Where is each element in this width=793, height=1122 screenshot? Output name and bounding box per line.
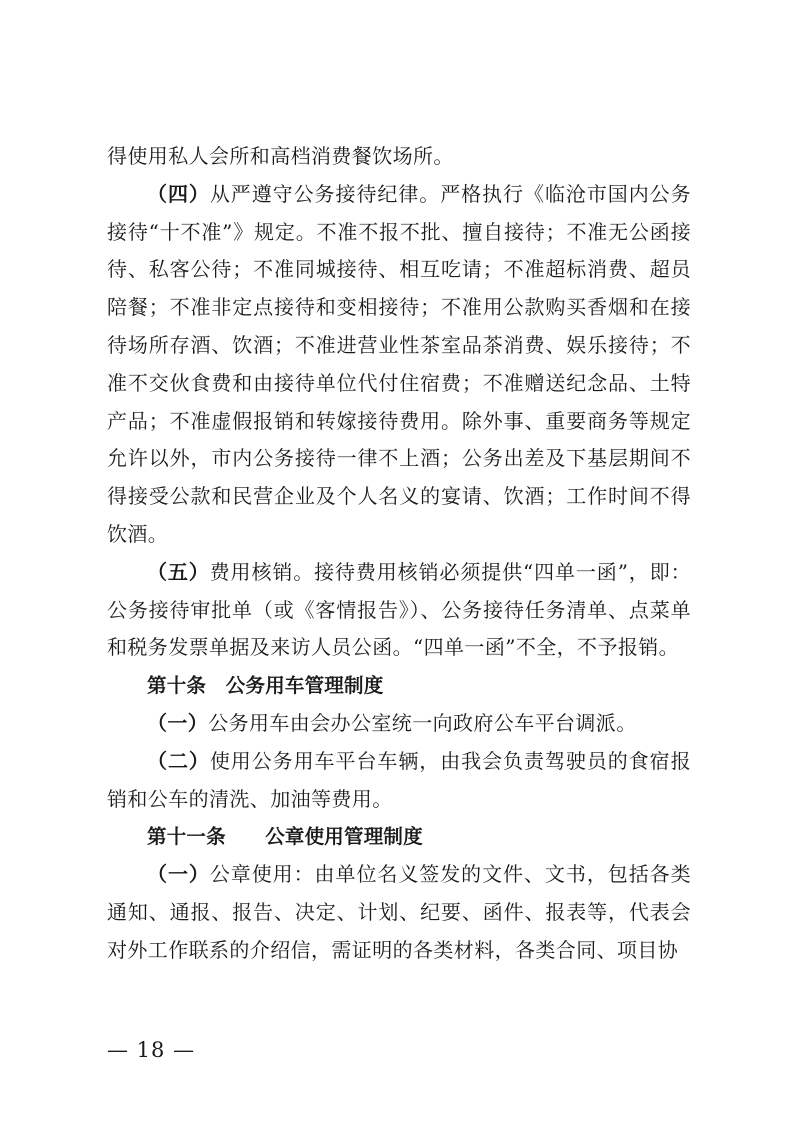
paragraph-text: 从严遵守公务接待纪律。严格执行《临沧市国内公务接待“十不准”》规定。不准不报不批、擅自接待；不准无公函接待、私客公待；不准同城接待、相互吃请；不准超标消费、超员陪餐；不准非定点接待和变相接待；不准用公款购买香烟和在接待场所存酒、饮酒；不准进营业性茶室品茶消费、娱乐接待；不准不交伙食费和由接待单位代付住宿费；不准赠送纪念品、土特产品；不准虚假报销和转嫁接待费用。除外事、重要商务等规定允许以外，市内公务接待一律不上酒；公务出差及下基层期间不得接受公款和民营企业及个人名义的宴请、饮酒；工作时间不得饮酒。 [107, 181, 692, 546]
article-heading-ten: 第十条 公务用车管理制度 [147, 674, 384, 698]
paragraph-text: 公务用车由会办公室统一向政府公车平台调派。 [208, 710, 637, 735]
paragraph-item-five [107, 554, 691, 667]
paragraph-seal-item-one [107, 856, 691, 969]
paragraph-car-item-one [107, 705, 691, 743]
item-marker: （五） [147, 559, 210, 584]
paragraph-item-four [107, 176, 691, 554]
item-marker: （一） [147, 862, 210, 887]
paragraph-continuation [107, 138, 691, 176]
page-number: — 18 — [107, 1038, 196, 1062]
paragraph-car-item-two [107, 743, 691, 819]
paragraph-text: 公章使用：由单位名义签发的文件、文书，包括各类通知、通报、报告、决定、计划、纪要、函件、报表等，代表会对外工作联系的介绍信，需证明的各类材料，各类合同、项目协 [107, 862, 692, 962]
article-heading-eleven: 第十一条 公章使用管理制度 [147, 825, 423, 849]
item-marker: （四） [147, 181, 210, 206]
item-marker: （二） [147, 748, 210, 773]
document-body [107, 138, 691, 970]
item-marker: （一） [147, 710, 209, 735]
paragraph-text: 使用公务用车平台车辆，由我会负责驾驶员的食宿报销和公车的清洗、加油等费用。 [107, 748, 692, 811]
paragraph-text: 费用核销。接待费用核销必须提供“四单一函”，即：公务接待审批单（或《客情报告》）、公务接待任务清单、点菜单和税务发票单据及来访人员公函。“四单一函”不全，不予报销。 [107, 559, 691, 660]
paragraph-text: 得使用私人会所和高档消费餐饮场所。 [107, 144, 454, 168]
